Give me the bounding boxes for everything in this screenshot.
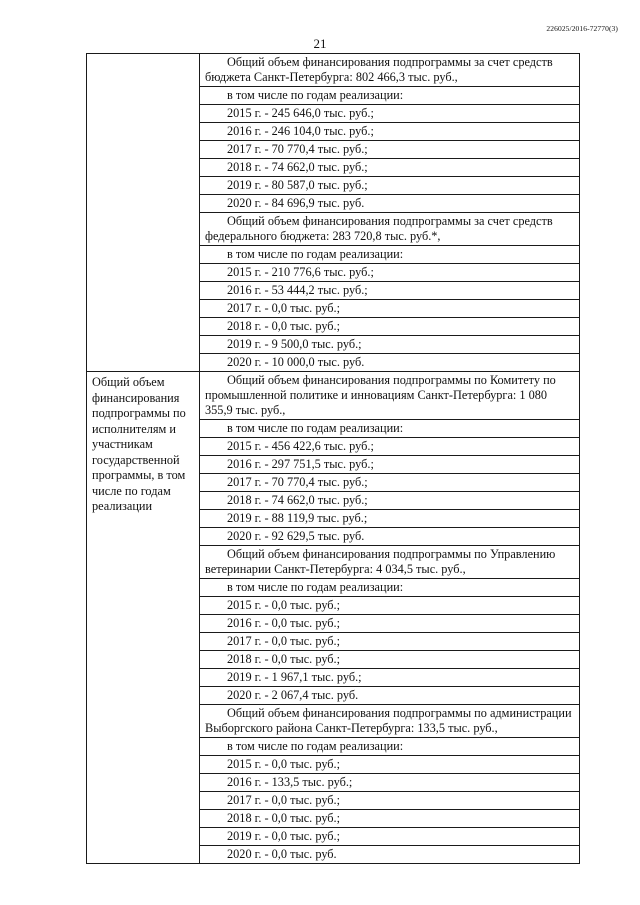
year-line: 2019 г. - 88 119,9 тыс. руб.;: [200, 510, 579, 528]
block-subheading: в том числе по годам реализации:: [200, 420, 579, 438]
year-line: 2015 г. - 210 776,6 тыс. руб.;: [200, 264, 579, 282]
block-heading: Общий объем финансирования подпрограммы по Управлению ветеринарии Санкт-Петербурга: 4 034,5 тыс. руб.,: [200, 546, 579, 579]
year-line: 2018 г. - 0,0 тыс. руб.;: [200, 810, 579, 828]
right-cell-executors: [200, 372, 580, 864]
left-cell-empty: [87, 54, 200, 372]
year-line: 2017 г. - 0,0 тыс. руб.;: [200, 633, 579, 651]
year-line: 2015 г. - 456 422,6 тыс. руб.;: [200, 438, 579, 456]
year-line: 2017 г. - 70 770,4 тыс. руб.;: [200, 141, 579, 159]
year-line: 2018 г. - 0,0 тыс. руб.;: [200, 651, 579, 669]
page-number: 21: [313, 36, 327, 51]
year-line: 2016 г. - 53 444,2 тыс. руб.;: [200, 282, 579, 300]
year-line: 2020 г. - 2 067,4 тыс. руб.: [200, 687, 579, 705]
block-subheading: в том числе по годам реализации:: [200, 738, 579, 756]
year-line: 2016 г. - 133,5 тыс. руб.;: [200, 774, 579, 792]
year-line: 2019 г. - 0,0 тыс. руб.;: [200, 828, 579, 846]
funding-table: [86, 53, 580, 864]
year-line: 2016 г. - 297 751,5 тыс. руб.;: [200, 456, 579, 474]
left-cell-executors-label: [87, 372, 200, 864]
block-heading: Общий объем финансирования подпрограммы за счет средств федерального бюджета: 283 720,8 тыс. руб.*,: [200, 213, 579, 246]
year-line: 2017 г. - 0,0 тыс. руб.;: [200, 792, 579, 810]
year-line: 2019 г. - 80 587,0 тыс. руб.;: [200, 177, 579, 195]
year-line: 2018 г. - 74 662,0 тыс. руб.;: [200, 159, 579, 177]
year-line: 2020 г. - 10 000,0 тыс. руб.: [227, 355, 365, 369]
block-heading: Общий объем финансирования подпрограммы по Комитету по промышленной политике и инновациям Санкт-Петербурга: 1 080 355,9 тыс. руб.,: [200, 372, 579, 420]
year-line: 2015 г. - 0,0 тыс. руб.;: [200, 756, 579, 774]
year-line: 2018 г. - 74 662,0 тыс. руб.;: [200, 492, 579, 510]
right-cell-budget-sources: [200, 54, 580, 372]
table-row-state-federal: [87, 54, 580, 372]
year-line: 2020 г. - 84 696,9 тыс. руб.: [200, 195, 579, 213]
block-heading: Общий объем финансирования подпрограммы по администрации Выборгского района Санкт-Петербурга: 133,5 тыс. руб.,: [200, 705, 579, 738]
block-subheading: в том числе по годам реализации:: [200, 87, 579, 105]
year-line: 2020 г. - 92 629,5 тыс. руб.: [200, 528, 579, 546]
year-line: 2020 г. - 0,0 тыс. руб.: [227, 847, 337, 861]
year-line: 2015 г. - 0,0 тыс. руб.;: [200, 597, 579, 615]
year-line: 2016 г. - 246 104,0 тыс. руб.;: [200, 123, 579, 141]
document-number: 226025/2016-72770(3): [546, 24, 618, 33]
year-line: 2017 г. - 0,0 тыс. руб.;: [200, 300, 579, 318]
executors-label: Общий объем финансирования подпрограммы по исполнителям и участникам государственной программы, в том числе по годам реализации: [92, 375, 186, 513]
table-row-executors: [87, 372, 580, 864]
year-line: 2015 г. - 245 646,0 тыс. руб.;: [200, 105, 579, 123]
block-subheading: в том числе по годам реализации:: [200, 246, 579, 264]
year-line: 2018 г. - 0,0 тыс. руб.;: [200, 318, 579, 336]
year-line: 2017 г. - 70 770,4 тыс. руб.;: [200, 474, 579, 492]
year-line: 2016 г. - 0,0 тыс. руб.;: [200, 615, 579, 633]
block-subheading: в том числе по годам реализации:: [200, 579, 579, 597]
block-heading: Общий объем финансирования подпрограммы за счет средств бюджета Санкт-Петербурга: 802 466,3 тыс. руб.,: [200, 54, 579, 87]
year-line: 2019 г. - 9 500,0 тыс. руб.;: [200, 336, 579, 354]
year-line: 2019 г. - 1 967,1 тыс. руб.;: [200, 669, 579, 687]
